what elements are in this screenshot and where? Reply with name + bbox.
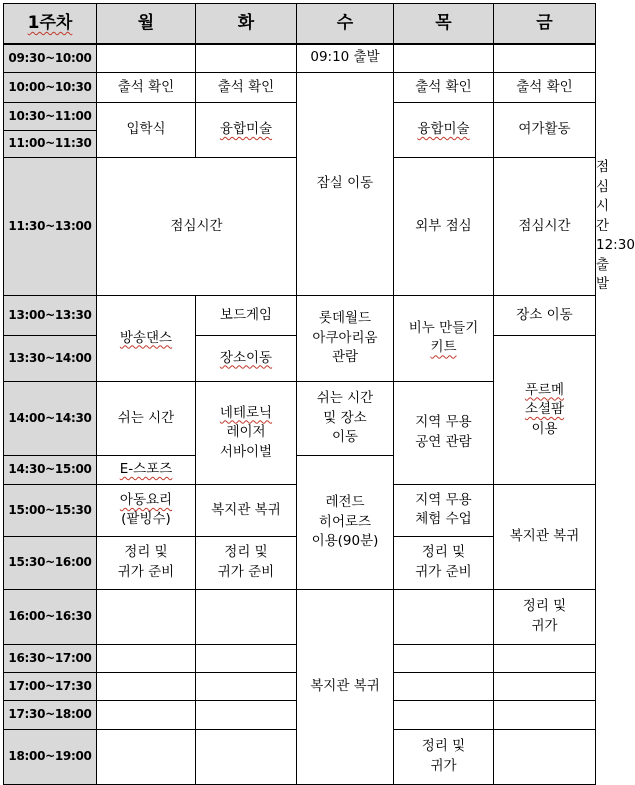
schedule-cell	[394, 536, 494, 589]
schedule-text: 귀가 준비	[117, 563, 175, 580]
empty-cell	[394, 672, 494, 700]
table-row	[4, 44, 596, 73]
schedule-text: 귀가	[430, 757, 457, 774]
time-slot: 14:00~14:30	[4, 381, 97, 455]
schedule-text: 지역 무용	[415, 414, 472, 431]
schedule-cell: 장소 이동	[494, 295, 596, 335]
schedule-text: E-스포즈	[119, 461, 173, 478]
empty-cell	[196, 672, 297, 700]
schedule-text: 아동요리	[119, 491, 173, 508]
schedule-cell	[394, 484, 494, 536]
empty-cell	[394, 644, 494, 672]
schedule-text: 귀가	[531, 617, 558, 634]
schedule-cell	[196, 381, 297, 484]
schedule-cell: 보드게임	[196, 295, 297, 335]
day-header-mon: 월	[97, 4, 196, 44]
schedule-text: 아쿠아리움	[312, 329, 378, 346]
empty-cell	[394, 589, 494, 644]
schedule-cell	[394, 295, 494, 381]
schedule-cell: 출석 확인	[196, 73, 297, 103]
empty-cell	[494, 44, 596, 73]
schedule-cell: 출석 확인	[494, 73, 596, 103]
schedule-cell: 점심시간	[97, 158, 297, 296]
week-header	[4, 4, 97, 44]
schedule-cell	[97, 295, 196, 381]
schedule-cell: 복지관 복귀	[297, 589, 394, 784]
empty-cell	[394, 700, 494, 729]
schedule-cell	[196, 103, 297, 158]
time-slot: 16:30~17:00	[4, 644, 97, 672]
schedule-cell	[196, 536, 297, 589]
schedule-cell	[297, 295, 394, 381]
table-row	[4, 73, 596, 103]
empty-cell	[494, 644, 596, 672]
schedule-cell	[97, 455, 196, 484]
empty-cell	[97, 672, 196, 700]
schedule-cell	[297, 381, 394, 455]
empty-cell	[97, 729, 196, 784]
time-slot: 13:00~13:30	[4, 295, 97, 335]
schedule-text: 레전드	[325, 494, 365, 511]
schedule-cell: 09:10 출발	[297, 44, 394, 73]
empty-cell	[494, 729, 596, 784]
schedule-cell: 잠실 이동	[297, 73, 394, 296]
schedule-text: 비누 만들기	[408, 319, 479, 336]
schedule-text: 관람	[331, 349, 359, 366]
schedule-text: 푸르메	[524, 381, 565, 398]
schedule-text: 융합미술	[417, 121, 470, 138]
schedule-text: 공연 관람	[415, 433, 472, 450]
schedule-text: 귀가 준비	[415, 563, 472, 580]
time-slot: 18:00~19:00	[4, 729, 97, 784]
empty-cell	[97, 44, 196, 73]
week-label: 1주차	[27, 12, 73, 33]
schedule-text: 이동	[331, 429, 359, 446]
schedule-text: 정리 및	[421, 544, 466, 561]
empty-cell	[494, 700, 596, 729]
time-slot: 10:30~11:00	[4, 103, 97, 131]
schedule-cell: 여가활동	[494, 103, 596, 158]
schedule-text: 네테로닉	[219, 404, 273, 421]
schedule-text: 지역 무용	[415, 491, 472, 508]
schedule-cell	[494, 335, 596, 484]
weekly-schedule-table	[3, 3, 635, 785]
schedule-text: 방송댄스	[119, 329, 173, 346]
empty-cell	[196, 589, 297, 644]
schedule-text: 귀가 준비	[217, 563, 275, 580]
empty-cell	[97, 644, 196, 672]
schedule-text: 서바이벌	[219, 443, 273, 460]
schedule-cell: 쉬는 시간	[97, 381, 196, 455]
schedule-text: (팥빙수)	[121, 511, 171, 528]
schedule-text: 장소이동	[219, 349, 273, 366]
empty-cell	[196, 700, 297, 729]
header-row	[4, 4, 596, 44]
empty-cell	[97, 589, 196, 644]
schedule-text: 및 장소	[323, 409, 367, 426]
schedule-text: 체험 수업	[415, 511, 472, 528]
day-header-tue: 화	[196, 4, 297, 44]
schedule-cell	[394, 381, 494, 484]
time-slot: 17:30~18:00	[4, 700, 97, 729]
table-row: 11:30~13:00 점심시간 외부 점심 점심시간 점심시간 12:30 출발	[4, 158, 596, 296]
day-header-fri: 금	[494, 4, 596, 44]
day-header-thu: 목	[394, 4, 494, 44]
time-slot: 17:00~17:30	[4, 672, 97, 700]
schedule-text: 융합미술	[219, 121, 273, 138]
schedule-text: 키트	[430, 339, 457, 356]
empty-cell	[494, 672, 596, 700]
schedule-text: 쉬는 시간	[316, 390, 374, 407]
schedule-text: 정리 및	[522, 598, 567, 615]
schedule-text: 이용	[531, 420, 558, 437]
schedule-cell	[196, 335, 297, 381]
time-slot: 11:30~13:00	[4, 158, 97, 296]
time-slot: 09:30~10:00	[4, 44, 97, 73]
time-slot: 10:00~10:30	[4, 73, 97, 103]
schedule-cell	[394, 729, 494, 784]
empty-cell	[196, 44, 297, 73]
schedule-cell: 출석 확인	[97, 73, 196, 103]
schedule-cell	[494, 589, 596, 644]
schedule-text: 정리 및	[124, 544, 168, 561]
schedule-cell: 복지관 복귀	[196, 484, 297, 536]
empty-cell	[196, 729, 297, 784]
schedule-cell	[394, 103, 494, 158]
schedule-text: 롯데월드	[318, 310, 372, 327]
empty-cell	[394, 44, 494, 73]
schedule-cell	[97, 536, 196, 589]
table-row	[4, 589, 596, 644]
schedule-text: 히어로즈	[318, 513, 372, 530]
day-header-wed: 수	[297, 4, 394, 44]
schedule-cell: 출석 확인	[394, 73, 494, 103]
schedule-text: 이용(90분)	[311, 533, 379, 550]
time-slot: 14:30~15:00	[4, 455, 97, 484]
schedule-text: 소셜팜	[524, 401, 565, 418]
time-slot: 15:00~15:30	[4, 484, 97, 536]
time-slot: 15:30~16:00	[4, 536, 97, 589]
schedule-cell	[97, 484, 196, 536]
empty-cell	[97, 700, 196, 729]
schedule-cell	[297, 455, 394, 589]
schedule-cell: 입학식	[97, 103, 196, 158]
empty-cell	[196, 644, 297, 672]
schedule-text: 정리 및	[421, 738, 466, 755]
schedule-text: 정리 및	[224, 544, 268, 561]
schedule-cell: 복지관 복귀	[494, 484, 596, 589]
schedule-cell: 외부 점심	[394, 158, 494, 296]
table-row	[4, 295, 596, 335]
schedule-text: 레이저	[226, 424, 266, 441]
time-slot: 16:00~16:30	[4, 589, 97, 644]
schedule-cell: 점심시간	[494, 158, 596, 296]
time-slot: 11:00~11:30	[4, 131, 97, 158]
time-slot: 13:30~14:00	[4, 335, 97, 381]
